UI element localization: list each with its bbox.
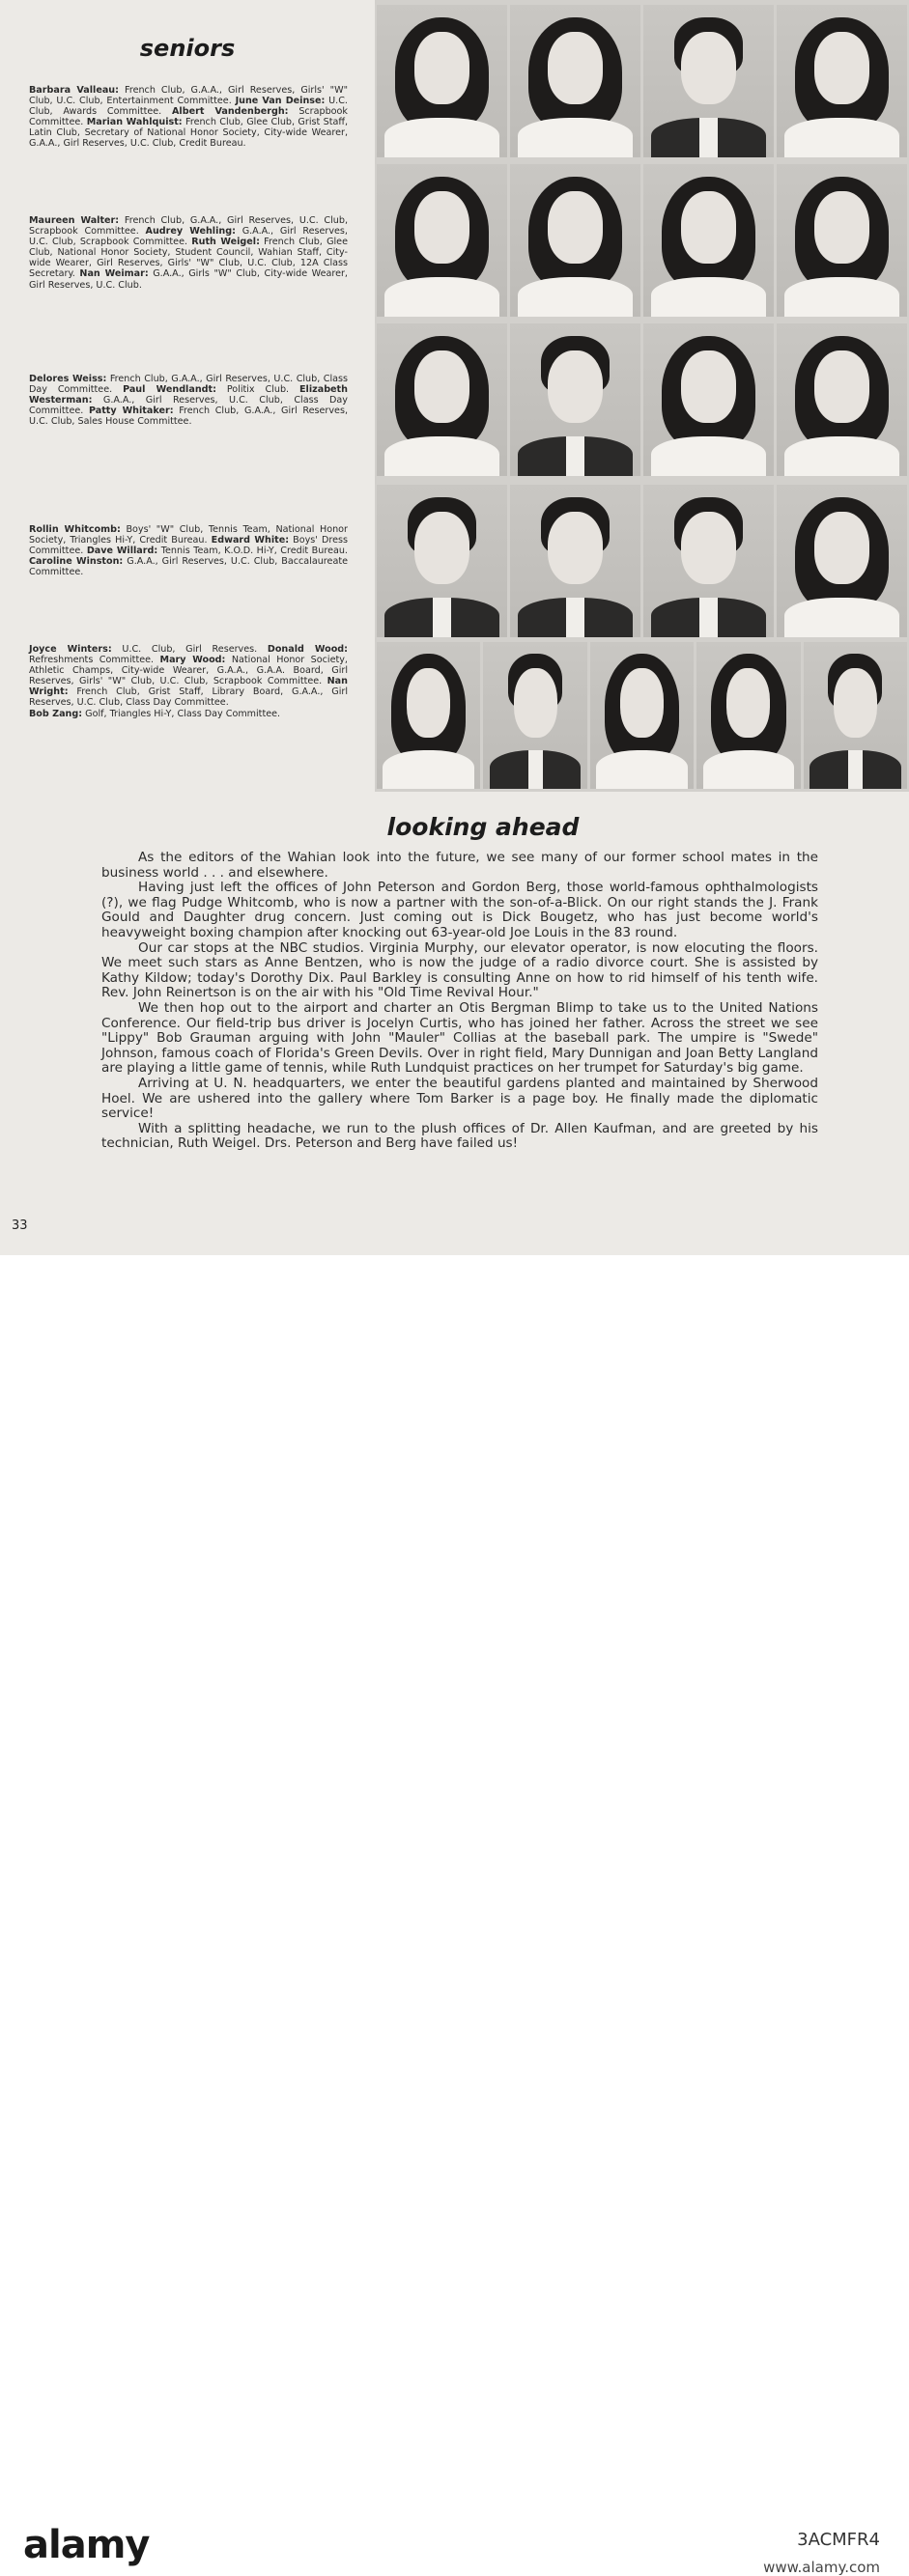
senior-portrait [377, 164, 507, 317]
senior-name: Patty Whitaker: [88, 406, 174, 417]
senior-bio [29, 709, 348, 719]
senior-portrait [377, 323, 507, 476]
senior-activities: Tennis Team, K.O.D. Hi-Y, Credit Bureau. [160, 546, 348, 557]
senior-activities: Boys' "W" Club, Tennis Team, National Honor Society, Triangles Hi-Y, Credit Bureau. [29, 524, 348, 546]
senior-name: Mary Wood: [159, 655, 226, 666]
senior-activities: Scrapbook Committee. [29, 106, 348, 128]
senior-name: June Van Deinse: [235, 96, 326, 107]
senior-name: Rollin Whitcomb: [29, 524, 121, 535]
senior-bio [87, 546, 348, 556]
bio-group [29, 215, 348, 291]
senior-name: Dave Willard: [86, 546, 158, 557]
senior-activities: French Club, Grist Staff, Library Board, G.A.A., Girl Reserves, U.C. Club, Class Day Committee. [29, 686, 348, 709]
bio-group [29, 85, 348, 150]
site-url: www.alamy.com [763, 2559, 880, 2576]
essay-paragraph: As the editors of the Wahian look into the future, we see many of our former school mates in the business world . . . and elsewhere. [101, 850, 818, 881]
senior-portrait [777, 323, 907, 476]
senior-portrait [377, 485, 507, 637]
essay-paragraph: Our car stops at the NBC studios. Virginia Murphy, our elevator operator, is now elocuting the floors. We meet such stars as Anne Bentzen, who is now the judge of a radio divorce court. She is assisted by Kathy Kildow; today's Dorothy Dix. Paul Barkley is consulting Anne on how to rid himself of his tenth wife. Rev. John Reinertson is on the air with his "Old Time Revival Hour." [101, 939, 818, 1001]
senior-activities: French Club, G.A.A., Girl Reserves, Girls' "W" Club, U.C. Club, Entertainment Committee. [29, 85, 348, 107]
senior-activities: French Club, G.A.A., Girl Reserves, U.C. Club, Class Day Committee. [29, 374, 348, 396]
senior-portrait [590, 642, 694, 789]
senior-name: Caroline Winston: [29, 556, 124, 568]
page-number: 33 [12, 1218, 28, 1233]
bio-group [29, 644, 348, 719]
essay-paragraph: With a splitting headache, we run to the plush offices of Dr. Allen Kaufman, and are greeted by his technician, Ruth Weigel. Drs. Peterson and Berg have failed us! [101, 1120, 818, 1152]
senior-portrait [804, 642, 907, 789]
senior-portrait [377, 642, 480, 789]
bio-group [29, 524, 348, 577]
senior-activities: French Club, G.A.A., Girl Reserves, U.C. Club, Sales House Committee. [29, 406, 348, 428]
senior-name: Marian Wahlquist: [86, 117, 183, 128]
senior-name: Elizabeth Westerman: [29, 384, 348, 406]
senior-bio [29, 644, 257, 655]
senior-activities: U.C. Club, Girl Reserves. [122, 644, 258, 655]
senior-activities: French Club, Glee Club, Grist Staff, Latin Club, Secretary of National Honor Society, City-wide Wearer, G.A.A., Girl Reserves, U.C. Club, Credit Bureau. [29, 117, 348, 150]
seniors-heading: seniors [139, 35, 236, 62]
bio-group [29, 374, 348, 427]
senior-name: Donald Wood: [267, 644, 348, 655]
senior-activities: French Club, Glee Club, National Honor Society, Student Council, Wahian Staff, City-wide Wearer, Girl Reserves, Girls' "W" Club, U.C. Club, 12A Class Secretary. [29, 237, 348, 280]
essay-paragraph: Having just left the offices of John Peterson and Gordon Berg, those world-famous ophthalmologists (?), we flag Pudge Whitcomb, who is now a partner with the son-of-a-Blick. On our right stands the J. Frank Gould and Daughter drug concern. Just coming out is Dick Bougetz, who has just become world's heavyweight boxing champion after knocking out 63-year-old Joe Louis in the 83 round. [101, 880, 818, 940]
senior-activities: French Club, G.A.A., Girl Reserves, U.C. Club, Scrapbook Committee. [29, 215, 348, 238]
senior-bio [29, 556, 348, 577]
senior-name: Joyce Winters: [29, 644, 112, 655]
senior-activities: Boys' Dress Committee. [29, 535, 349, 557]
brand-logo: alamy [23, 2523, 150, 2567]
senior-name: Albert Vandenbergh: [172, 106, 289, 118]
senior-portrait [777, 485, 907, 637]
senior-activities: Politix Club. [226, 384, 290, 396]
watermark-footer [0, 1255, 909, 2576]
looking-ahead-essay [101, 851, 818, 1152]
senior-name: Barbara Valleau: [29, 85, 119, 96]
senior-activities: G.A.A., Girl Reserves, U.C. Club, Scrapbook Committee. [29, 226, 348, 248]
senior-name: Delores Weiss: [29, 374, 107, 384]
senior-portrait [643, 5, 774, 157]
senior-portrait [643, 485, 774, 637]
essay-paragraph: Arriving at U. N. headquarters, we enter the beautiful gardens planted and maintained by Sherwood Hoel. We are ushered into the gallery where Tom Barker is a page boy. He finally made the diplomatic service! [101, 1075, 818, 1122]
senior-name: Ruth Weigel: [191, 237, 260, 248]
senior-portrait [643, 323, 774, 476]
image-id: 3ACMFR4 [797, 2530, 880, 2550]
senior-name: Maureen Walter: [29, 215, 120, 226]
senior-bio [123, 384, 289, 395]
senior-portrait [510, 164, 640, 317]
senior-portrait [377, 5, 507, 157]
looking-ahead-heading: looking ahead [386, 813, 580, 841]
senior-portrait [510, 485, 640, 637]
senior-portrait [510, 5, 640, 157]
senior-name: Nan Wright: [29, 676, 348, 698]
senior-activities: G.A.A., Girls "W" Club, City-wide Wearer, Girl Reserves, U.C. Club. [29, 268, 348, 291]
senior-activities: National Honor Society, Athletic Champs, City-wide Wearer, G.A.A., G.A.A. Board, Girl Reserves, Girls' "W" Club, U.C. Club, Scrapbook Committee. [29, 655, 348, 687]
senior-bio [29, 268, 348, 290]
yearbook-page [0, 0, 909, 1255]
senior-name: Paul Wendlandt: [123, 384, 216, 396]
senior-portrait [696, 642, 800, 789]
senior-portrait [643, 164, 774, 317]
senior-name: Audrey Wehling: [145, 226, 236, 238]
essay-paragraph: We then hop out to the airport and charter an Otis Bergman Blimp to take us to the United Nations Conference. Our field-trip bus driver is Jocelyn Curtis, who has joined her father. Across the street we see "Lippy" Bob Grauman arguing with John "Mauler" Collias at the baseball park. The umpire is "Swede" Johnson, famous coach of Florida's Green Devils. Over in right field, Mary Dunnigan and Joan Betty Langland are playing a little game of tennis, while Ruth Lundquist practices on her trumpet for Saturday's big game. [101, 999, 818, 1077]
senior-activities: G.A.A., Girl Reserves, U.C. Club, Class Day Committee. [29, 395, 348, 417]
senior-portrait [777, 164, 907, 317]
senior-activities: G.A.A., Girl Reserves, U.C. Club, Baccalaureate Committee. [29, 556, 348, 578]
senior-activities: U.C. Club, Awards Committee. [29, 96, 348, 118]
senior-name: Bob Zang: [29, 708, 83, 719]
senior-portrait [510, 323, 640, 476]
senior-name: Edward White: [211, 535, 290, 546]
senior-activities: Refreshments Committee. [29, 655, 155, 666]
portrait-grid [375, 0, 909, 792]
senior-name: Nan Weimar: [79, 268, 149, 280]
senior-portrait [483, 642, 586, 789]
senior-activities: Golf, Triangles Hi-Y, Class Day Committee. [85, 708, 281, 719]
senior-portrait [777, 5, 907, 157]
